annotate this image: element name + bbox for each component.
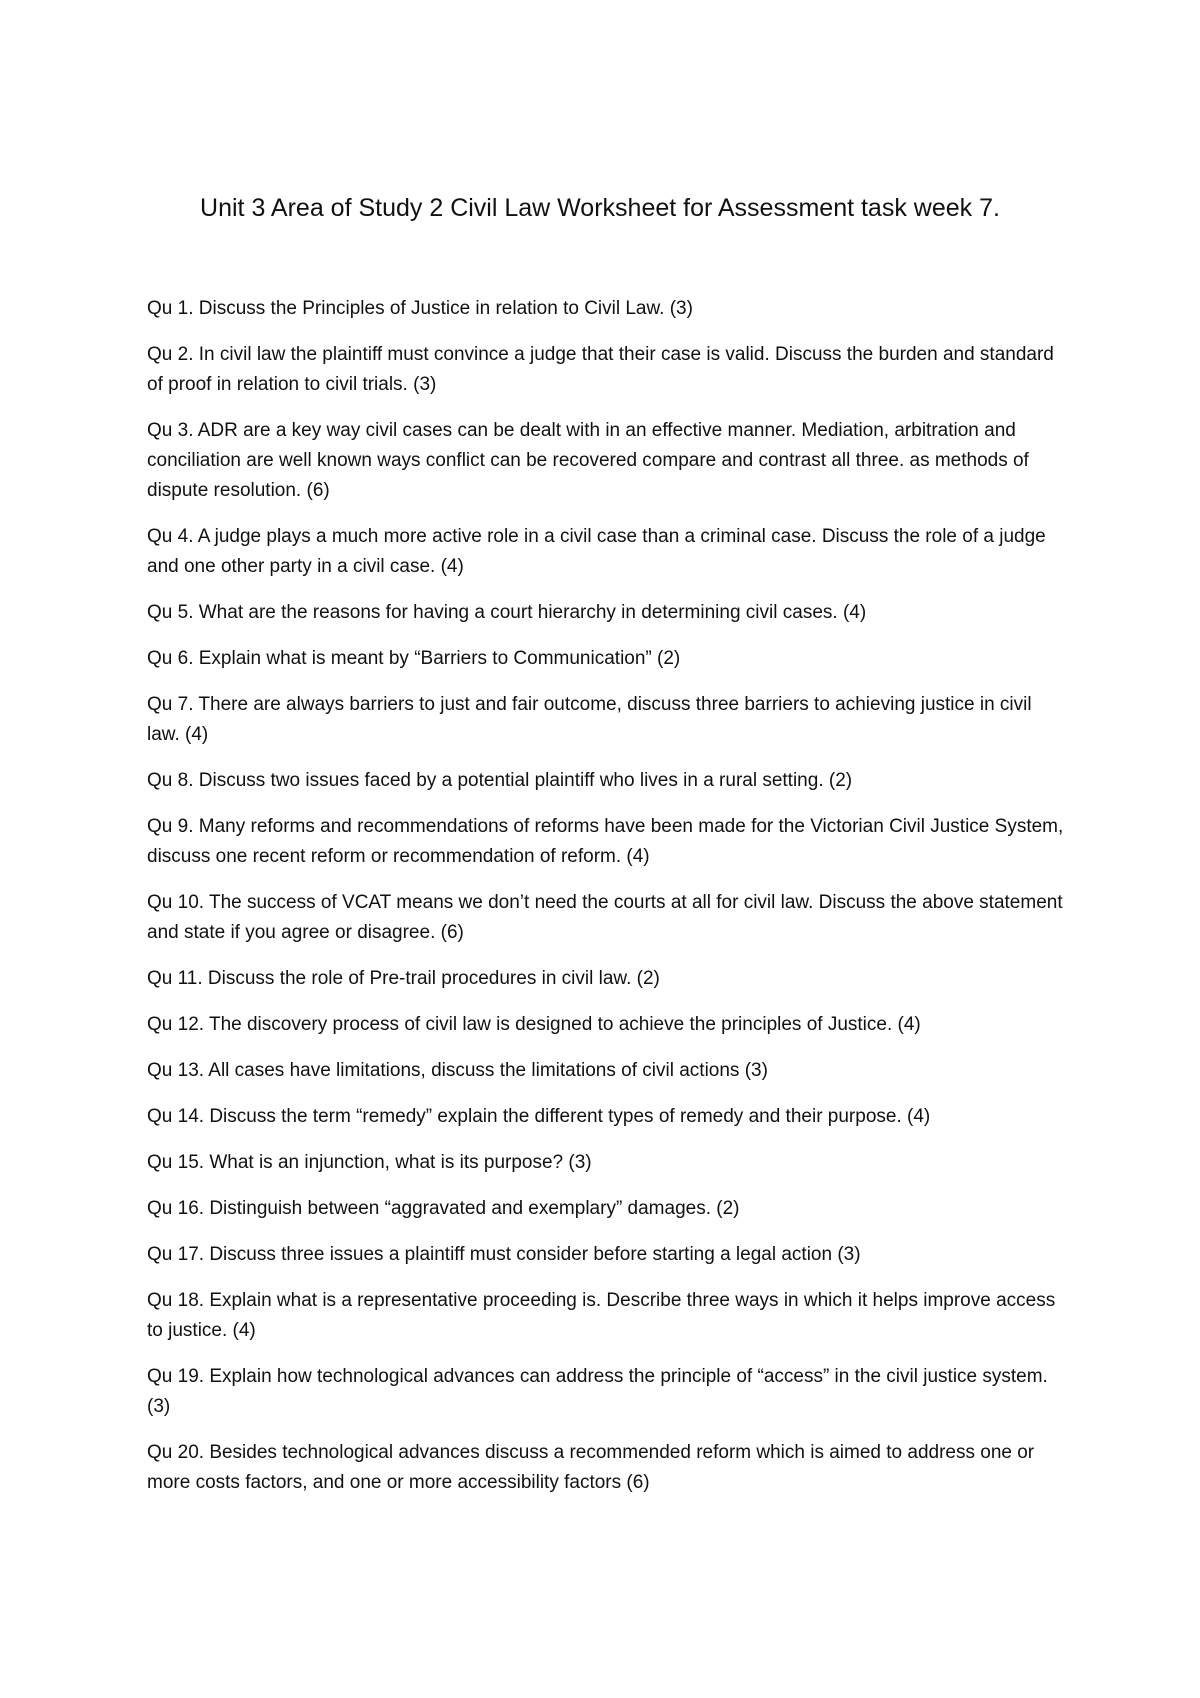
question-item: Qu 10. The success of VCAT means we don’t need the courts at all for civil law. Discuss the above statement and state if you agree or disagree. (6) xyxy=(147,892,1063,943)
question-item: Qu 7. There are always barriers to just and fair outcome, discuss three barriers to achieving justice in civil law. (4) xyxy=(147,694,1032,745)
question-item: Qu 3. ADR are a key way civil cases can be dealt with in an effective manner. Mediation, arbitration and conciliation are well known ways conflict can be recovered compare and contrast all three. as methods of dispute resolution. (6) xyxy=(147,420,1029,501)
question-list xyxy=(147,294,1067,1514)
question-item: Qu 6. Explain what is meant by “Barriers to Communication” (2) xyxy=(147,648,681,669)
question-item: Qu 13. All cases have limitations, discuss the limitations of civil actions (3) xyxy=(147,1060,768,1081)
question-item: Qu 12. The discovery process of civil law is designed to achieve the principles of Justice. (4) xyxy=(147,1014,921,1035)
question-item: Qu 5. What are the reasons for having a court hierarchy in determining civil cases. (4) xyxy=(147,602,867,623)
question-item: Qu 16. Distinguish between “aggravated and exemplary” damages. (2) xyxy=(147,1198,740,1219)
question-item: Qu 11. Discuss the role of Pre-trail procedures in civil law. (2) xyxy=(147,968,660,989)
question-item: Qu 17. Discuss three issues a plaintiff must consider before starting a legal action (3) xyxy=(147,1244,861,1265)
question-item: Qu 1. Discuss the Principles of Justice in relation to Civil Law. (3) xyxy=(147,298,693,319)
question-item: Qu 20. Besides technological advances discuss a recommended reform which is aimed to address one or more costs factors, and one or more accessibility factors (6) xyxy=(147,1442,1035,1493)
question-item: Qu 2. In civil law the plaintiff must convince a judge that their case is valid. Discuss the burden and standard of proof in relation to civil trials. (3) xyxy=(147,344,1054,395)
question-item: Qu 18. Explain what is a representative proceeding is. Describe three ways in which it helps improve access to justice. (4) xyxy=(147,1290,1056,1341)
question-item: Qu 15. What is an injunction, what is its purpose? (3) xyxy=(147,1152,592,1173)
question-item: Qu 4. A judge plays a much more active role in a civil case than a criminal case. Discuss the role of a judge and one other party in a civil case. (4) xyxy=(147,526,1046,577)
document-title: Unit 3 Area of Study 2 Civil Law Worksheet for Assessment task week 7. xyxy=(200,194,1000,222)
question-item: Qu 19. Explain how technological advances can address the principle of “access” in the civil justice system. (3) xyxy=(147,1366,1048,1417)
question-item: Qu 9. Many reforms and recommendations of reforms have been made for the Victorian Civil Justice System, discuss one recent reform or recommendation of reform. (4) xyxy=(147,816,1064,867)
question-item: Qu 14. Discuss the term “remedy” explain the different types of remedy and their purpose. (4) xyxy=(147,1106,931,1127)
question-item: Qu 8. Discuss two issues faced by a potential plaintiff who lives in a rural setting. (2) xyxy=(147,770,853,791)
